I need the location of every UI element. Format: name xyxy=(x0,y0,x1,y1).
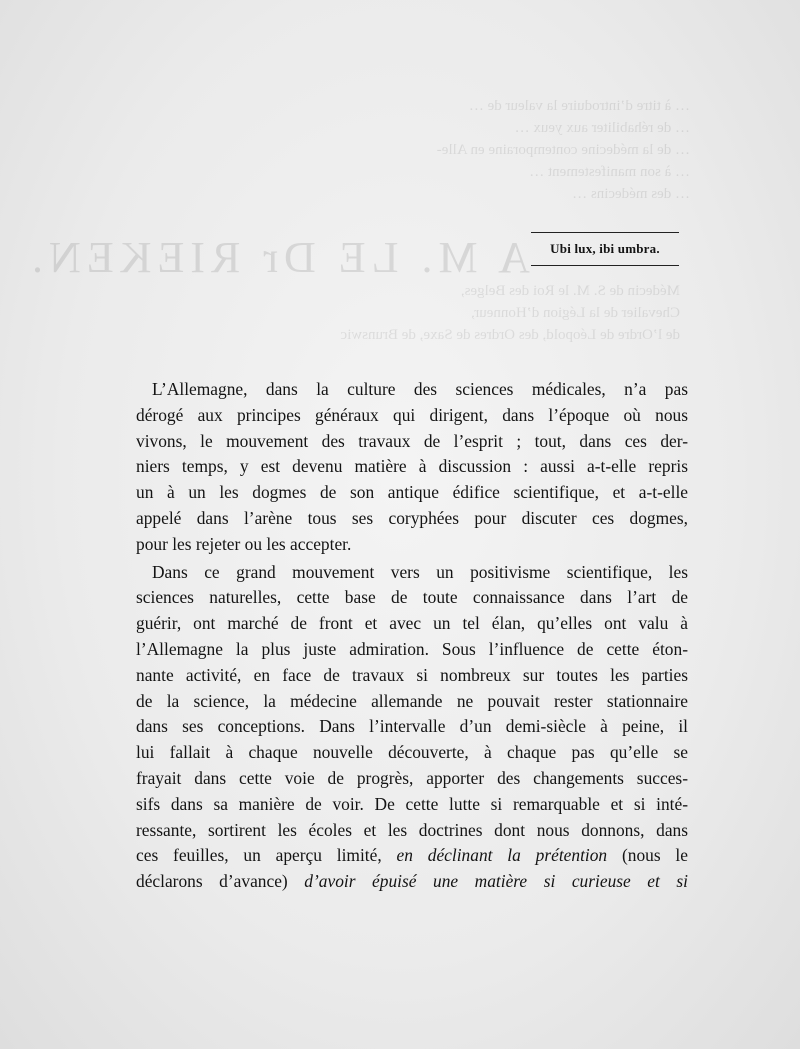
body-text xyxy=(136,377,688,895)
text-line: appelé dans l’arène tous ses coryphées pour discuter ces dogmes, xyxy=(136,507,688,528)
text-line-mixed xyxy=(136,869,688,895)
text-line: nante activité, en face de travaux si nombreux sur toutes les parties xyxy=(136,664,688,685)
epigraph-box xyxy=(531,232,679,266)
text-line-mixed xyxy=(136,843,688,869)
text-line: niers temps, y est devenu matière à discussion : aussi a-t-elle repris xyxy=(136,456,688,477)
text-line: de la science, la médecine allemande ne pouvait rester stationnaire xyxy=(136,690,688,711)
text-line: lui fallait à chaque nouvelle découverte, à chaque pas qu’elle se xyxy=(136,742,688,763)
text-line: dérogé aux principes généraux qui dirigent, dans l’époque où nous xyxy=(136,404,688,425)
text-line: L’Allemagne, dans la culture des sciences médicales, n’a pas xyxy=(152,379,688,399)
text-line: guérir, ont marché de front et avec un tel élan, qu’elles ont valu à xyxy=(136,613,688,634)
text-line: ressante, sortirent les écoles et les doctrines dont nous donnons, dans xyxy=(136,819,688,840)
text-line: sciences naturelles, cette base de toute connaissance dans l’art de xyxy=(136,587,688,608)
text-line: sifs dans sa manière de voir. De cette lutte si remarquable et si inté- xyxy=(136,793,688,814)
paragraph-2 xyxy=(136,560,688,895)
bleed-through-text-dedication: Médecin de S. M. le Roi des Belges, Chevalier de la Légion d’Honneur, de l’Ordre de Léopold, des Ordres de Saxe, de Brunswic xyxy=(340,283,680,343)
bleed-through-title: A M. LE Dr RIEKEN. xyxy=(26,233,530,282)
italic-run: en déclinant la prétention xyxy=(396,845,608,866)
text-line: Dans ce grand mouvement vers un positivisme scientifique, les xyxy=(152,561,688,582)
text-line: pour les rejeter ou les accepter. xyxy=(136,533,352,554)
text-line: l’Allemagne la plus juste admiration. Sous l’influence de cette éton- xyxy=(136,638,688,659)
bleed-through-text-top: … à titre d’introduire la valeur de … … de réhabiliter aux yeux … … de la médecine contemporaine en Alle- … à son manifestement … … des médecins … xyxy=(436,98,690,202)
text-line: dans ses conceptions. Dans l’intervalle d’un demi-siècle à peine, il xyxy=(136,716,688,737)
text-run: déclarons d’avance) xyxy=(136,871,288,892)
text-line: un à un les dogmes de son antique édifice scientifique, et a-t-elle xyxy=(136,482,688,503)
paragraph-1 xyxy=(136,377,688,558)
text-line: vivons, le mouvement des travaux de l’esprit ; tout, dans ces der- xyxy=(136,430,688,451)
text-line: frayait dans cette voie de progrès, apporter des changements succes- xyxy=(136,767,688,788)
text-run: ces feuilles, un aperçu limité, xyxy=(136,845,382,866)
italic-run: d’avoir épuisé une matière si curieuse et si xyxy=(304,871,689,892)
epigraph: Ubi lux, ibi umbra. xyxy=(550,241,660,256)
text-run: (nous le xyxy=(621,845,688,866)
